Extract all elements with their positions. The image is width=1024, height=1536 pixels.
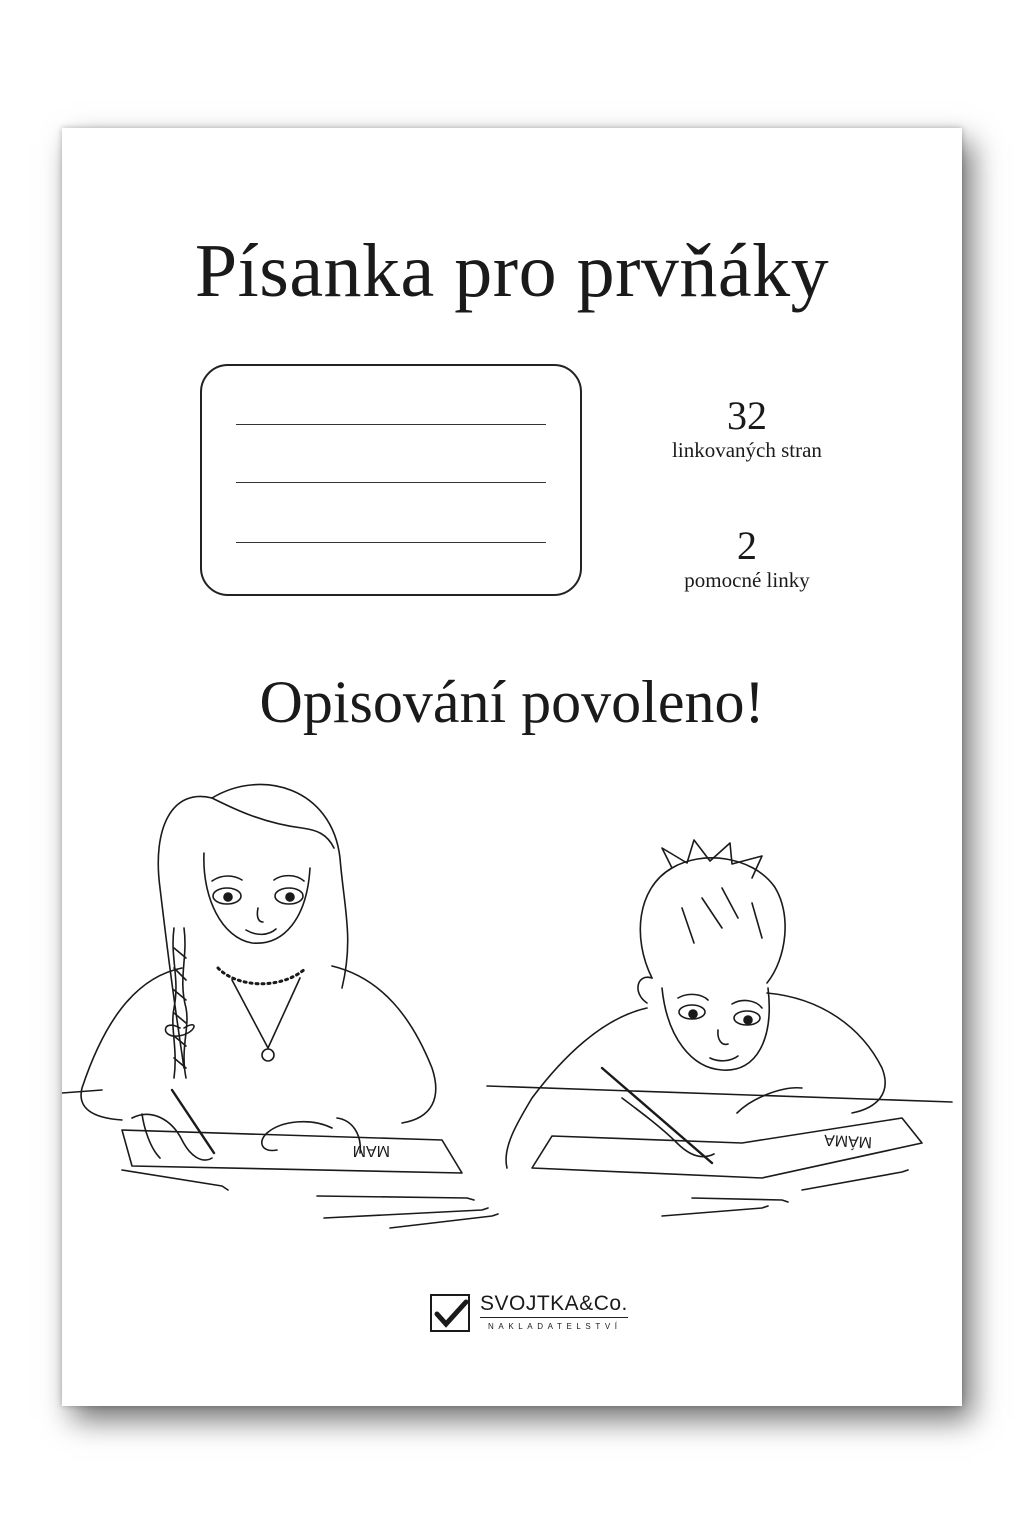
children-writing-illustration bbox=[62, 768, 962, 1268]
pencil bbox=[692, 1198, 788, 1202]
pencil bbox=[390, 1214, 498, 1228]
necklace-flower bbox=[262, 1049, 274, 1061]
boy-notebook-text: MÁMA bbox=[823, 1130, 873, 1151]
page-count-stat bbox=[647, 394, 847, 462]
checkmark-icon bbox=[430, 1294, 470, 1332]
name-label-box bbox=[200, 364, 582, 596]
publisher-logo bbox=[430, 1290, 640, 1340]
girl-notebook bbox=[122, 1130, 462, 1173]
label-line bbox=[236, 542, 546, 543]
desk-edge bbox=[62, 1086, 952, 1102]
pencil bbox=[324, 1208, 488, 1218]
cover-title: Písanka pro prvňáky bbox=[194, 229, 830, 313]
page-count-number: 32 bbox=[727, 393, 767, 438]
loose-pencils bbox=[122, 1170, 908, 1228]
helper-lines-stat bbox=[647, 524, 847, 592]
pencil bbox=[802, 1170, 908, 1190]
publisher-name: SVOJTKA&Co. bbox=[480, 1292, 628, 1318]
cover-subtitle: Opisování povoleno! bbox=[259, 669, 765, 735]
helper-lines-caption: pomocné linky bbox=[684, 568, 810, 592]
girl-notebook-text: MAM bbox=[352, 1142, 390, 1159]
girl-figure bbox=[81, 785, 462, 1174]
boy-figure bbox=[506, 840, 922, 1178]
pencil bbox=[122, 1170, 228, 1190]
label-line bbox=[236, 424, 546, 425]
book-cover bbox=[62, 128, 962, 1406]
helper-lines-number: 2 bbox=[737, 523, 757, 568]
label-line bbox=[236, 482, 546, 483]
page-count-caption: linkovaných stran bbox=[672, 438, 822, 462]
pencil bbox=[317, 1196, 474, 1200]
pencil bbox=[662, 1206, 768, 1216]
publisher-tagline: NAKLADATELSTVÍ bbox=[488, 1322, 622, 1331]
